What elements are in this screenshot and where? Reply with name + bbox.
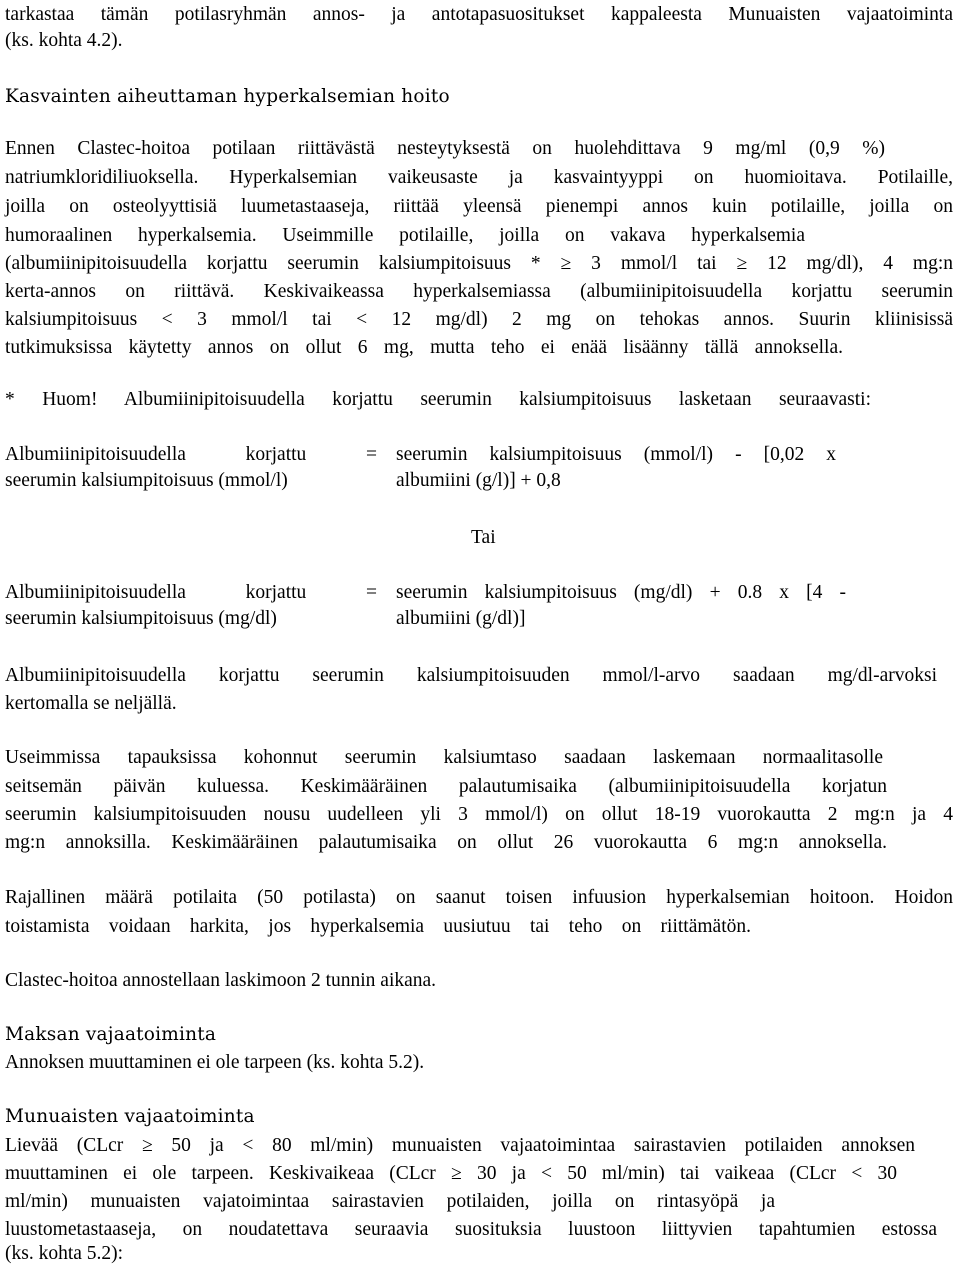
- formula-mgdl: [5, 580, 953, 636]
- section-heading-liver: Maksan vajaatoiminta: [5, 1024, 217, 1045]
- formula-mmol: [5, 442, 953, 498]
- paragraph-line: Ennen Clastec-hoitoa potilaan riittävästä nesteytyksestä on huolehdittava 9 mg/ml (0,9 %): [5, 138, 885, 159]
- paragraph-line: kerta-annos on riittävä. Keskivaikeassa hyperkalsemiassa (albumiinipitoisuudella korjattu seerumin: [5, 281, 953, 302]
- paragraph-line: joilla on osteolyyttisiä luumetastaaseja, riittää yleensä pienempi annos kuin potilaille, joilla on: [5, 196, 953, 217]
- kidney-line: ml/min) munuaisten vajatoimintaa sairastavien potilaiden, joilla on rintasyöpä ja: [5, 1191, 775, 1212]
- paragraph-line: (albumiinipitoisuudella korjattu seerumin kalsiumpitoisuus * ≥ 3 mmol/l tai ≥ 12 mg/dl), 4 mg:n: [5, 253, 953, 274]
- intro-line: (ks. kohta 4.2).: [5, 30, 123, 51]
- recovery-line: Useimmissa tapauksissa kohonnut seerumin kalsiumtaso saadaan laskemaan normaalitasolle: [5, 747, 883, 768]
- or-separator: Tai: [471, 527, 496, 548]
- formula-right-line: seerumin kalsiumpitoisuus (mg/dl) + 0.8 x [4 -: [396, 582, 846, 603]
- recovery-line: mg:n annoksilla. Keskimääräinen palautumisaika on ollut 26 vuorokautta 6 mg:n annoksella.: [5, 832, 887, 853]
- paragraph-line: humoraalinen hyperkalsemia. Useimmille potilaille, joilla on vakava hyperkalsemia: [5, 225, 805, 246]
- retreatment-line: toistamista voidaan harkita, jos hyperkalsemia uusiutuu tai teho on riittämätön.: [5, 916, 751, 937]
- paragraph-line: kalsiumpitoisuus < 3 mmol/l tai < 12 mg/dl) 2 mg on tehokas annos. Suurin kliinisissä: [5, 309, 953, 330]
- formula-right-line: albumiini (g/l)] + 0,8: [396, 470, 561, 491]
- kidney-line: Lievää (CLcr ≥ 50 ja < 80 ml/min) munuaisten vajaatoimintaa sairastavien potilaiden annoksen: [5, 1135, 915, 1156]
- retreatment-line: Rajallinen määrä potilaita (50 potilasta) on saanut toisen infuusion hyperkalsemian hoitoon. Hoidon: [5, 887, 953, 908]
- formula-left-side: [5, 580, 377, 632]
- formula-right-side: [396, 442, 836, 494]
- recovery-line: seerumin kalsiumpitoisuuden nousu uudelleen yli 3 mmol/l) on ollut 18-19 vuorokautta 2 mg:n ja 4: [5, 804, 953, 825]
- formula-left-line: seerumin kalsiumpitoisuus (mg/dl): [5, 608, 277, 629]
- kidney-line: (ks. kohta 5.2):: [5, 1243, 124, 1264]
- infusion-text: Clastec-hoitoa annostellaan laskimoon 2 tunnin aikana.: [5, 970, 437, 991]
- kidney-line: muuttaminen ei ole tarpeen. Keskivaikeaa (CLcr ≥ 30 ja < 50 ml/min) tai vaikeaa (CLcr < 30: [5, 1163, 897, 1184]
- formula-left-line: Albumiinipitoisuudella korjattu =: [5, 582, 377, 603]
- formula-right-line: seerumin kalsiumpitoisuus (mmol/l) - [0,02 x: [396, 444, 836, 465]
- section-heading-kidney: Munuaisten vajaatoiminta: [5, 1106, 255, 1127]
- conversion-line: kertomalla se neljällä.: [5, 693, 177, 714]
- note-line: * Huom! Albumiinipitoisuudella korjattu seerumin kalsiumpitoisuus lasketaan seuraavasti:: [5, 389, 871, 410]
- paragraph-line: natriumkloridiliuoksella. Hyperkalsemian vaikeusaste ja kasvaintyyppi on huomioitava. Potilaille,: [5, 167, 953, 188]
- liver-text: Annoksen muuttaminen ei ole tarpeen (ks. kohta 5.2).: [5, 1052, 425, 1073]
- conversion-line: Albumiinipitoisuudella korjattu seerumin kalsiumpitoisuuden mmol/l-arvo saadaan mg/dl-arvoksi: [5, 665, 937, 686]
- formula-left-line: seerumin kalsiumpitoisuus (mmol/l): [5, 470, 288, 491]
- intro-line: tarkastaa tämän potilasryhmän annos- ja antotapasuositukset kappaleesta Munuaisten vajaatoiminta: [5, 4, 953, 25]
- formula-right-line: albumiini (g/dl)]: [396, 608, 526, 629]
- recovery-line: seitsemän päivän kuluessa. Keskimääräinen palautumisaika (albumiinipitoisuudella korjatun: [5, 776, 887, 797]
- kidney-line: luustometastaaseja, on noudatettava seuraavia suosituksia luustoon liittyvien tapahtumien estossa: [5, 1219, 937, 1240]
- section-heading-hypercalcemia: Kasvainten aiheuttaman hyperkalsemian hoito: [5, 86, 450, 107]
- formula-left-side: [5, 442, 377, 494]
- formula-left-line: Albumiinipitoisuudella korjattu =: [5, 444, 377, 465]
- formula-right-side: [396, 580, 846, 632]
- paragraph-line: tutkimuksissa käytetty annos on ollut 6 mg, mutta teho ei enää lisäänny tällä annoksella.: [5, 337, 843, 358]
